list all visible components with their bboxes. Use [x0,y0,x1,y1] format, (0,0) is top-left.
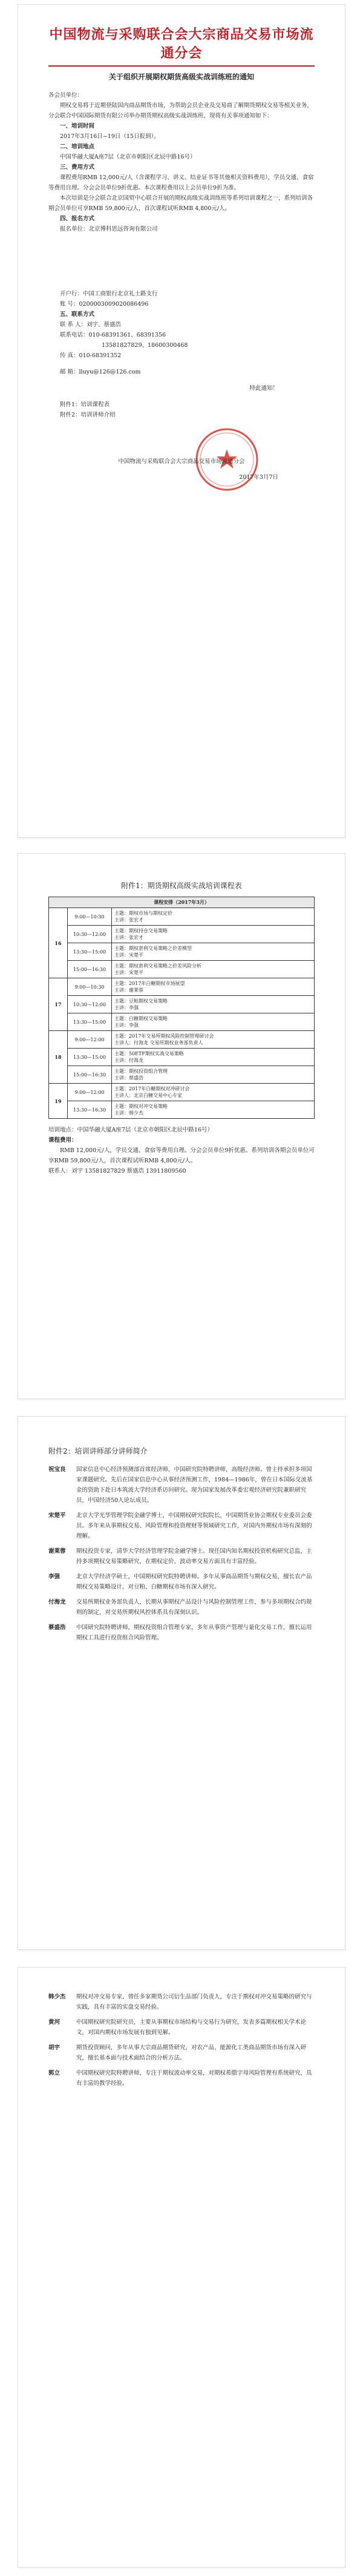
section-contact-heading: 五、联系方式 [60,311,95,318]
time-cell: 9:00—12:00 [68,1031,112,1049]
schedule-venue: 培训地点：中国华融大厦A座7层（北京市朝阳区北辰中路16号） [48,1127,213,1133]
lecturer-bio: 北京大学光华管理学院金融学博士，中国期权研究院院长，中国期货业协会期权专业委员会委员。多年来从事期权交易、风险管理和投资理财等领域研究工作，对国内外期权市场有深刻的理解。 [76,1512,312,1540]
table-row [49,1101,315,1119]
topic-cell: 主题：50ETF期权实战交易策略 主讲：付海龙 [112,1049,315,1066]
lecturer-name: 宋楚平 [48,1512,66,1519]
time-cell: 13:30—15:00 [68,943,112,961]
table-row [49,978,315,996]
topic-cell: 主题：2017年交易所期权风险控制管理研讨会 主讲人：付海龙 交易所期权业务部负责人 [112,1031,315,1049]
time-cell: 15:00—16:30 [68,961,112,978]
signature-org: 中国物流与采购联合会大宗商品交易市场流通分会 [118,458,245,465]
bank-account: 账 号：0200003009020086496 [60,301,149,308]
section-fee-para1: 课程费用RMB 12,000元/人（含课程学习、讲义、结业证书等其他相关资料费用），学员交通、食宿等费用自理。分会会员单位9折优惠。本次课程费用以上会员单位9折为准。 [48,174,314,191]
notice-page [18,5,345,837]
table-row [49,961,315,978]
contact-phone-mobile: 13581827829、18600300468 [102,342,188,349]
lecturer-item [48,1622,315,1643]
table-row [49,908,315,926]
document-title: 关于组织开展期权期货高级实战训练班的通知 [108,73,254,81]
lecturers-title: 附件2：培训讲师部分讲师简介 [48,1447,148,1455]
topic-cell: 主题：期权投资组合管理 主讲：蔡盛浩 [112,1066,315,1084]
lecturer-bio: 期权对冲交易专家，曾任多家期货公司衍生品部门负责人，专注于期权对冲交易策略的研究与实践，具有丰富的实盘交易经验。 [76,1994,312,2011]
schedule-contact: 联系人：刘宇 13581827829 蔡盛浩 13911809560 [48,1168,186,1174]
lecturer-name: 李强 [48,1573,60,1580]
contact-email: 邮 箱：lluyu@126@126.com [60,369,141,375]
table-row [49,1049,315,1066]
lecturer-bio: 国家信息中心经济预测部首席经济师，中国研究院特聘讲师，高级经济师。曾主持承担多项国家课题研究。先后在国家信息中心从事经济预测工作，1984—1986年，曾在日本国际交流基金的资助下赴日本筑波大学经济系访问研究。现为国家发展改革委宏观经济研究院兼职研究员，中国经济50人论坛成员。 [76,1466,313,1504]
topic-cell: 主题：2017年白糖期权市场展望 主讲：谢莱蓉 [112,978,315,996]
topic-cell: 主题：豆粕期权交易策略 主讲：李强 [112,996,315,1013]
lecturer-item [48,2068,315,2089]
topic-cell: 主题：期权对冲交易策略 主讲：韩少杰 [112,1101,315,1119]
lecturer-name: 郭立 [48,2070,60,2077]
time-cell: 13:30—15:00 [68,1049,112,1066]
section-venue-text: 中国华融大厦A座7层（北京市朝阳区北辰中路16号） [60,154,196,160]
lecturer-item [48,1546,315,1567]
lecturer-item [48,1992,315,2012]
attachment-1: 附件1：培训课程表 [60,401,110,408]
schedule-period-header: 课程安排（2017年3月） [49,897,315,908]
lecturer-bio: 期货投资顾问，多年从事大宗商品期货研究，对农产品、能源化工类商品期货市场有深入研究，擅长基本面与技术面结合的分析方法。 [76,2044,307,2061]
day-cell: 19 [49,1084,68,1119]
lecturer-name: 韩少杰 [48,1994,66,2000]
time-cell: 9:00—10:30 [68,978,112,996]
lecturer-bio: 北京大学经济学硕士，中国期权研究院特聘讲师。多年从事商品期货与期权交易，擅长农产品期权交易策略设计，对豆粕、白糖期权市场有深入研究。 [76,1573,312,1590]
section-fee-para2: 本次培训是分会联合北京国贸中心联合开展的期权高级实战训练班等系列培训课程之一，系列培训各期会员单位可享RMB 59,800元/人，首次课程试听RMB 4,800元/人。 [48,195,313,212]
topic-cell: 主题：白糖期权交易策略 主讲：李强 [112,1013,315,1031]
time-cell: 13:30—15:00 [68,1013,112,1031]
time-cell: 10:30—12:00 [68,996,112,1013]
lecturer-name: 付海龙 [48,1599,66,1606]
section-registration-text: 报名单位：北京博科思远咨询有限公司 [60,226,158,232]
lecturer-bio: 中国期权研究院研究员，主要从事期权市场结构与交易行为研究，发表多篇期权相关学术论文，对国内期权市场发展有独到见解。 [76,2019,307,2036]
lecturer-item [48,1572,315,1592]
schedule-fee: RMB 12,000元/人，学员交通、食宿等费用自理。分会会员单位9折优惠。系列培训各期会员单位可享RMB 59,800元/人，首次课程试听RMB 4,800元/人。 [48,1147,315,1164]
table-row [49,1013,315,1031]
closing-text: 特此通知！ [249,385,278,392]
time-cell: 10:30—12:00 [68,926,112,943]
lecturer-item [48,2043,315,2063]
signature-area [48,420,315,511]
lecturer-name: 蔡盛浩 [48,1624,66,1631]
intro-paragraph: 期权交易将于近期登陆国内商品期货市场，为帮助会员企业及交易商了解期货期权交易等相关业务，分会联合中国国际期货有限公司举办期货期权高级实战训练班，现将有关事项通知如下： [48,102,313,119]
table-row [49,1084,315,1101]
time-cell: 13:30—16:30 [68,1101,112,1119]
table-row [49,926,315,943]
section-fee-heading: 三、费用方式 [60,164,95,171]
schedule-table [48,897,315,1119]
lecturer-name: 谢莱蓉 [48,1548,66,1555]
section-time-text: 2017年3月16日~19日（15日报到）。 [60,133,160,140]
schedule-fee-heading: 课程费用： [48,1137,77,1144]
schedule-title: 附件1：期货期权高级实战培训课程表 [121,881,242,890]
lecturer-item [48,2017,315,2038]
lecturer-name: 祝宝良 [48,1466,66,1473]
attachment-2: 附件2：培训讲师介绍 [60,412,116,418]
lecturer-name: 黄河 [48,2019,60,2026]
day-cell: 18 [49,1031,68,1084]
lecturer-item [48,1464,315,1506]
contact-phone: 联系电话：010-68391361、68391356 [60,332,166,338]
topic-cell: 主题：期权市场与期权定价 主讲：张宏才 [112,908,315,926]
time-cell: 9:00—12:00 [68,1084,112,1101]
lecturer-bio: 交易所期权业务部负责人，长期从事期权产品设计与风险控制管理工作，参与多项期权合约规则的制定，对交易所期权风控体系具有深刻认识。 [76,1599,312,1616]
lecturer-bio: 中国期权研究院特聘讲师，专注于期权波动率交易，对期权希腊字母风险管理有系统研究，具有丰富的教学经验。 [76,2070,312,2087]
section-venue-heading: 二、培训地点 [60,143,95,150]
lecturer-item [48,1597,315,1618]
day-cell: 17 [49,978,68,1031]
lecturer-bio: 期权投资专家，清华大学经济管理学院金融学博士。现任国内知名期权投资机构研究总监，主持多项期权交易策略研究，在期权定价、波动率交易方面具有丰富经验。 [76,1548,312,1565]
bank-name: 开户行：中国工商银行北京礼士路支行 [60,291,158,297]
contact-person: 联 系 人：刘宇、蔡盛浩 [60,321,122,328]
table-row [49,1066,315,1084]
lecturer-name: 胡宇 [48,2044,60,2051]
red-divider [48,65,315,67]
topic-cell: 主题：期权套利交易策略之价差模型 主讲：宋楚平 [112,943,315,961]
day-cell: 16 [49,908,68,978]
table-row [49,1031,315,1049]
table-row [49,996,315,1013]
schedule-page [18,854,345,1398]
time-cell: 15:00—16:30 [68,1066,112,1084]
lecturers-page-1 [18,1417,345,1949]
lecturer-bio: 中国研究院特聘讲师，期权投资组合管理专家，多年从事资产管理与量化交易工作，擅长运用期权工具进行投资组合风险管理。 [76,1624,312,1641]
topic-cell: 主题：2017年白糖期权对冲研讨会 主讲人：北京白糖交易中心专家 [112,1084,315,1101]
section-registration-heading: 四、报名方式 [60,216,95,222]
topic-cell: 主题：期权持仓交易策略 主讲：张宏才 [112,926,315,943]
table-row [49,943,315,961]
salutation: 各会员单位： [48,92,83,99]
topic-cell: 主题：期权套利交易策略之价差风险分析 主讲：宋楚平 [112,961,315,978]
signature-date: 2017年3月7日 [239,474,278,481]
lecturers-page-2 [18,1968,345,2567]
org-title: 中国物流与采购联合会大宗商品交易市场流通分会 [49,27,314,61]
contact-fax: 传 真：010-68391352 [60,352,122,359]
time-cell: 9:00—10:30 [68,908,112,926]
section-time-heading: 一、培训时间 [60,123,95,130]
lecturer-item [48,1510,315,1541]
